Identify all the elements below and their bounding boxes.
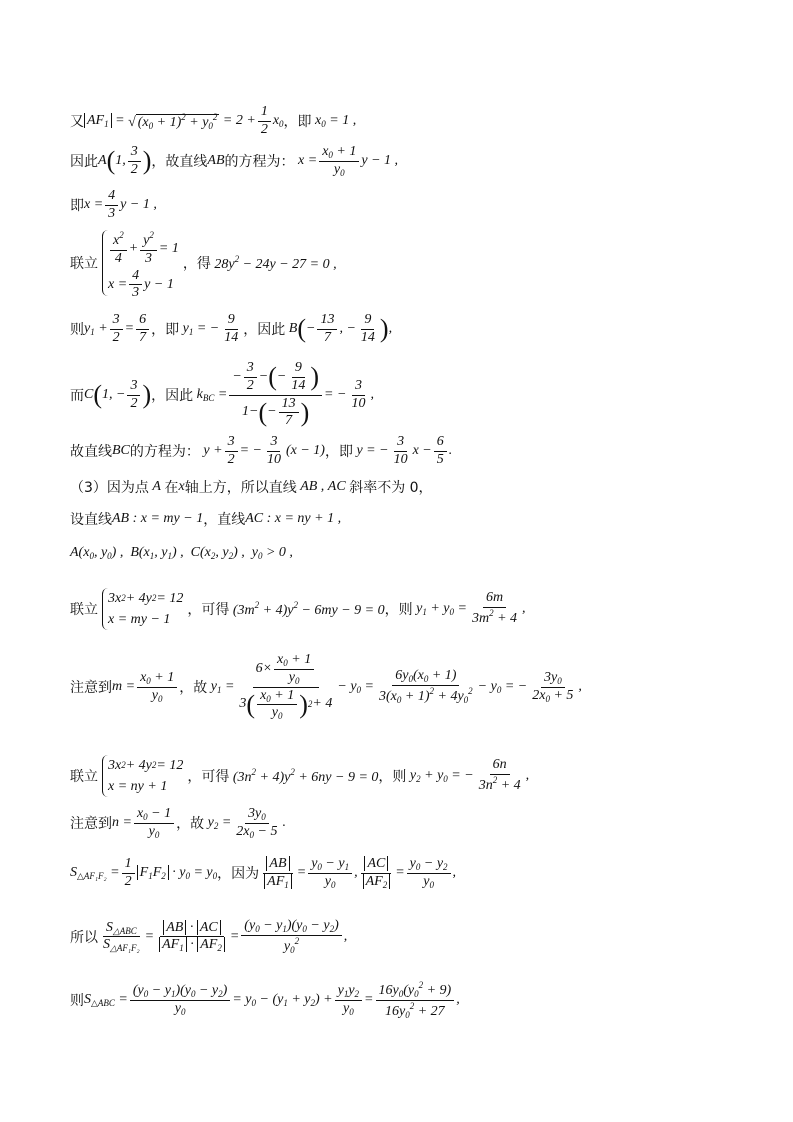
math-line-17: 则 $S_{\triangle ABC}$ = $\frac{(y_0 - y_1)(y_0 - y_2)}{y_0}$ = $y_0 - (y_1 + y_2)$ + $\frac{y_1y_2}{y_0}$ = $\frac{16y_0(y_0^2 + 9)}{16y_0^2 + 27}$ , [70,980,460,1020]
math-line-9: 设直线 AB : x = my − 1 ，直线 AC : x = ny + 1 , [70,511,342,528]
math-line-2: 因此 A ( 1, $\frac{3}{2}$ ) ，故直线 AB 的方程为： x = $\frac{x_0 + 1}{y_0}$ y − 1 , [70,144,399,178]
math-line-7: 故直线 BC 的方程为： y + $\frac{3}{2}$ = − $\frac{3}{10}$ (x − 1) ，即 y = − $\frac{3}{10}$ x − $\frac{6}{5}$ . [70,434,453,467]
math-line-14: 注意到 n = $\frac{x_0 - 1}{y_0}$ ，故 $y_2$ = $\frac{3y_0}{2x_0 - 5}$ . [70,806,286,840]
math-line-3: 即 x = $\frac{4}{3}$ y − 1 , [70,188,157,221]
math-line-12: 注意到 m = $\frac{x_0 + 1}{y_0}$ ，故 $y_1$ = 6× $\frac{x_0 + 1}{y_0}$ 3 ( $\frac{x_0 + 1}{y_0}$ ) 2 + 4 − $y_0$ = $\frac{6y_0(x_0 + 1)}{3(x_0 + 1)^2 + 4y_0^2}$ − $y_0$ = − $\frac{3y_0}{2x_0 + 5}$ , [70,652,582,722]
math-line-5: 则 $y_1$ + $\frac{3}{2}$ = $\frac{6}{7}$ ，即 $y_1$ = − $\frac{9}{14}$ ，因此 B ( − $\frac{13}{7}$ , − $\frac{9}{14}$ ) , [70,312,393,345]
math-line-1: 又 $AF_1$ = √ $(x_0 + 1)^2 + y_0^2$ = 2 + $\frac{1}{2}$ $x_0$ ，即 $x_0 = 1$ , [70,104,357,137]
math-line-15: $S_{\triangle AF_1F_2}$ = $\frac{1}{2}$ $F_1F_2 \cdot y_0 = y_0$ ，因为 $\frac{AB}{AF_1}$ = $\frac{y_0 - y_1}{y_0}$ , $\frac{AC}{AF_2}$ = $\frac{y_0 - y_2}{y_0}$ , [70,856,457,890]
math-line-10: $A(x_0$, $y_0$) , $B(x_1$, $y_1$) , $C(x_2$, $y_2$) , $y_0 > 0$ , [70,545,293,561]
math-line-6: 而 C ( 1, − $\frac{3}{2}$ ) ，因此 $k_{BC}$ = − $\frac{3}{2}$ − ( − $\frac{9}{14}$ ) 1− ( − $\frac{13}{7}$ ) = − $\frac{3}{10}$ , [70,360,374,429]
math-line-8: （3）因为点 A 在 x 轴上方，所以直线 AB , AC 斜率不为 0， [70,479,433,496]
math-line-11: 联立 3x 2 + 4y 2 = 12 x = my − 1 ，可得 $(3m^2 + 4)y^2 - 6my - 9 = 0$ ，则 $y_1 + y_0$ = $\frac{6m}{3m^2 + 4}$ , [70,588,763,630]
math-line-4: 联立 $\frac{x^2}{4}$ + $\frac{y^2}{3}$ = 1 x = $\frac{4}{3}$ y − 1 ，得 $28y^2 - 24y - 27 = 0$ , [70,230,337,301]
math-line-13: 联立 3x 2 + 4y 2 = 12 x = ny + 1 ，可得 $(3n^2 + 4)y^2 + 6ny - 9 = 0$ ，则 $y_2 + y_0$ = − $\frac{6n}{3n^2 + 4}$ , [70,755,763,797]
math-line-16: 所以 $\frac{S_{\triangle ABC}}{S_{\triangle AF_1F_2}}$ = $\frac{AB \cdot AC}{AF_1 \cdot AF_2}$ = $\frac{(y_0 - y_1)(y_0 - y_2)}{y_0^2}$ , [70,918,348,955]
